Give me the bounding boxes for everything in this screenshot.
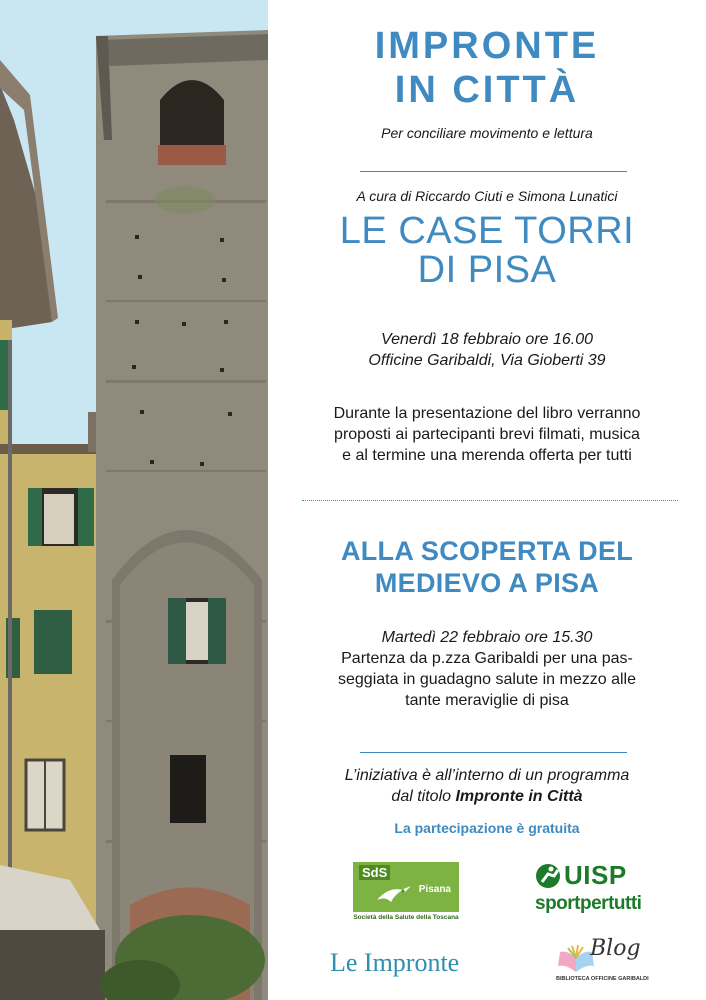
uisp-logo: [530, 860, 642, 916]
uisp-logo-tagline: sportpertutti: [535, 893, 642, 914]
le-impronte-logo: [330, 944, 470, 984]
sds-logo-caption: Società della Salute della Toscana: [353, 914, 459, 921]
program-note: [268, 765, 706, 807]
running-figure-icon: [534, 862, 564, 890]
blog-officine-logo: [548, 934, 649, 990]
participation-note: La partecipazione è gratuita: [394, 820, 580, 836]
event2-title: ALLA SCOPERTA DEL MEDIEVO A PISA: [340, 536, 634, 598]
event1-date-place: Venerdì 18 febbraio ore 16.00 Officine Garibaldi, Via Gioberti 39: [368, 331, 606, 369]
event2-description: Partenza da p.zza Garibaldi per una pas- seggiata in guadagno salute in mezzo alle tante meraviglie di pisa: [338, 650, 636, 709]
poster-subtitle: Per conciliare movimento e lettura: [381, 125, 593, 141]
dotted-divider: [302, 500, 678, 501]
poster-title: IMPRONTE IN CITTÀ: [374, 25, 600, 111]
event2-date: Martedì 22 febbraio ore 15.30: [381, 629, 593, 646]
blog-logo-text: Blog: [590, 936, 641, 961]
divider-line: [360, 752, 627, 753]
sds-pisana-logo: [353, 862, 459, 924]
content-column: [268, 0, 706, 1000]
divider-line: [360, 171, 627, 172]
sds-logo-mark: SdS: [359, 865, 390, 880]
le-impronte-logo-text: Le Impronte: [330, 948, 460, 977]
uisp-logo-name: UISP: [564, 860, 627, 890]
bird-icon: [375, 882, 415, 908]
program-title: Impronte in Città: [455, 788, 583, 805]
event1-description: Durante la presentazione del libro verranno proposti ai partecipanti brevi filmati, musica e al termine una merenda offerta per tutti: [333, 405, 641, 464]
curators-line: A cura di Riccardo Ciuti e Simona Lunatici: [356, 188, 618, 204]
sds-logo-name: Pisana: [418, 884, 451, 895]
program-note-text: L’iniziativa è all’interno di un programma dal titolo: [344, 767, 630, 805]
sds-logo-box: [353, 862, 459, 912]
tower-photo: [0, 0, 268, 1000]
blog-logo-caption: BIBLIOTECA OFFICINE GARIBALDI: [556, 976, 649, 982]
event1-title: LE CASE TORRI DI PISA: [339, 210, 635, 291]
